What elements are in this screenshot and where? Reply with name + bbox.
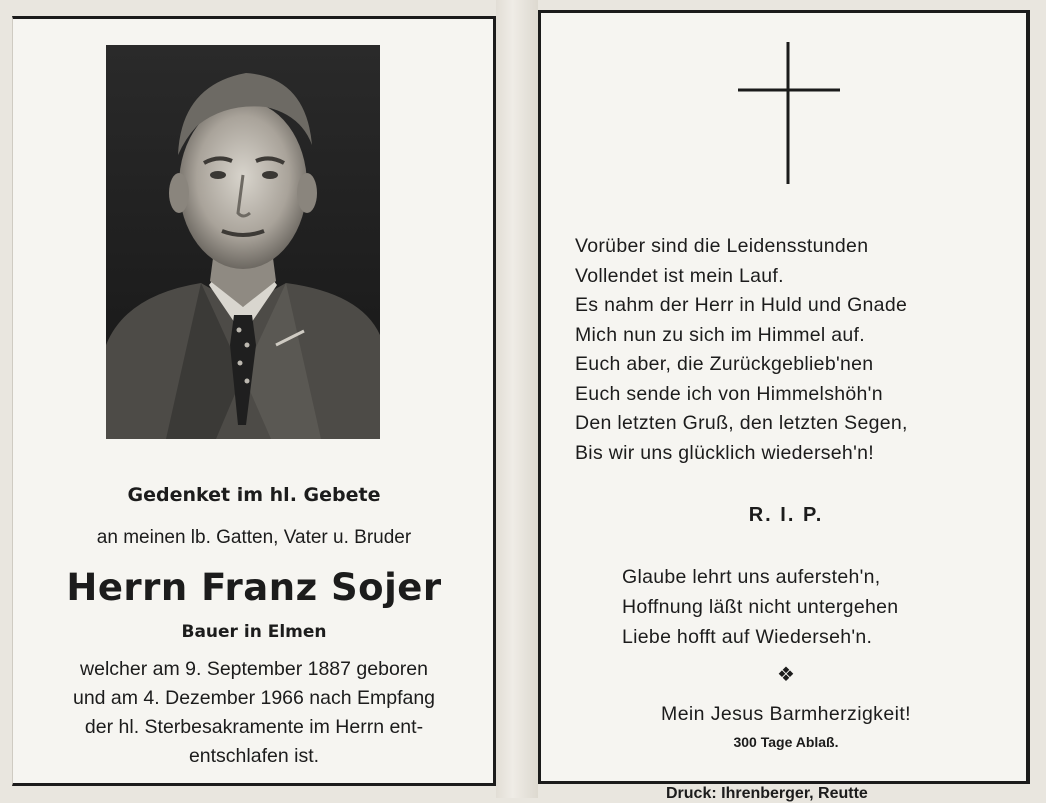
faith-line: Hoffnung läßt nicht untergehen	[622, 596, 899, 618]
deceased-occupation: Bauer in Elmen	[181, 622, 327, 642]
portrait-photo	[106, 45, 380, 439]
poem-line: Es nahm der Herr in Huld und Gnade	[575, 294, 908, 316]
poem	[575, 232, 908, 468]
memorial-heading: Gedenket im hl. Gebete	[127, 484, 381, 506]
biography	[18, 655, 490, 771]
poem-line: Vollendet ist mein Lauf.	[575, 264, 784, 287]
bio-line: der hl. Sterbesakramente im Herrn ent-	[84, 716, 424, 738]
poem-line: Den letzten Gruß, den letzten Segen,	[575, 412, 908, 434]
bio-line: entschlafen ist.	[188, 745, 320, 767]
faith-line: Glaube lehrt uns aufersteh'n,	[622, 566, 881, 588]
faith-line: Liebe hofft auf Wiederseh'n.	[622, 626, 873, 648]
prayer-text: Mein Jesus Barmherzigkeit!	[661, 703, 911, 725]
faith-verse	[622, 562, 898, 652]
deceased-name: Herrn Franz Sojer	[66, 566, 442, 609]
indulgence-text: 300 Tage Ablaß.	[733, 734, 839, 750]
poem-line: Mich nun zu sich im Himmel auf.	[575, 323, 865, 346]
rip-text: R. I. P.	[748, 504, 824, 526]
bio-line: und am 4. Dezember 1966 nach Empfang	[72, 687, 436, 709]
card-fold	[496, 0, 538, 798]
cross-icon	[738, 42, 842, 184]
printer-credit: Druck: Ihrenberger, Reutte	[666, 785, 868, 802]
poem-line: Euch aber, die Zurückgeblieb'nen	[575, 353, 874, 375]
portrait-image	[106, 45, 380, 439]
poem-line: Vorüber sind die Leidensstunden	[575, 235, 869, 257]
poem-line: Euch sende ich von Himmelshöh'n	[575, 382, 883, 405]
ornament-icon: ❖	[777, 664, 795, 686]
poem-line: Bis wir uns glücklich wiederseh'n!	[575, 441, 874, 464]
bio-line: welcher am 9. September 1887 geboren	[80, 658, 428, 680]
memorial-intro: an meinen lb. Gatten, Vater u. Bruder	[96, 527, 412, 548]
